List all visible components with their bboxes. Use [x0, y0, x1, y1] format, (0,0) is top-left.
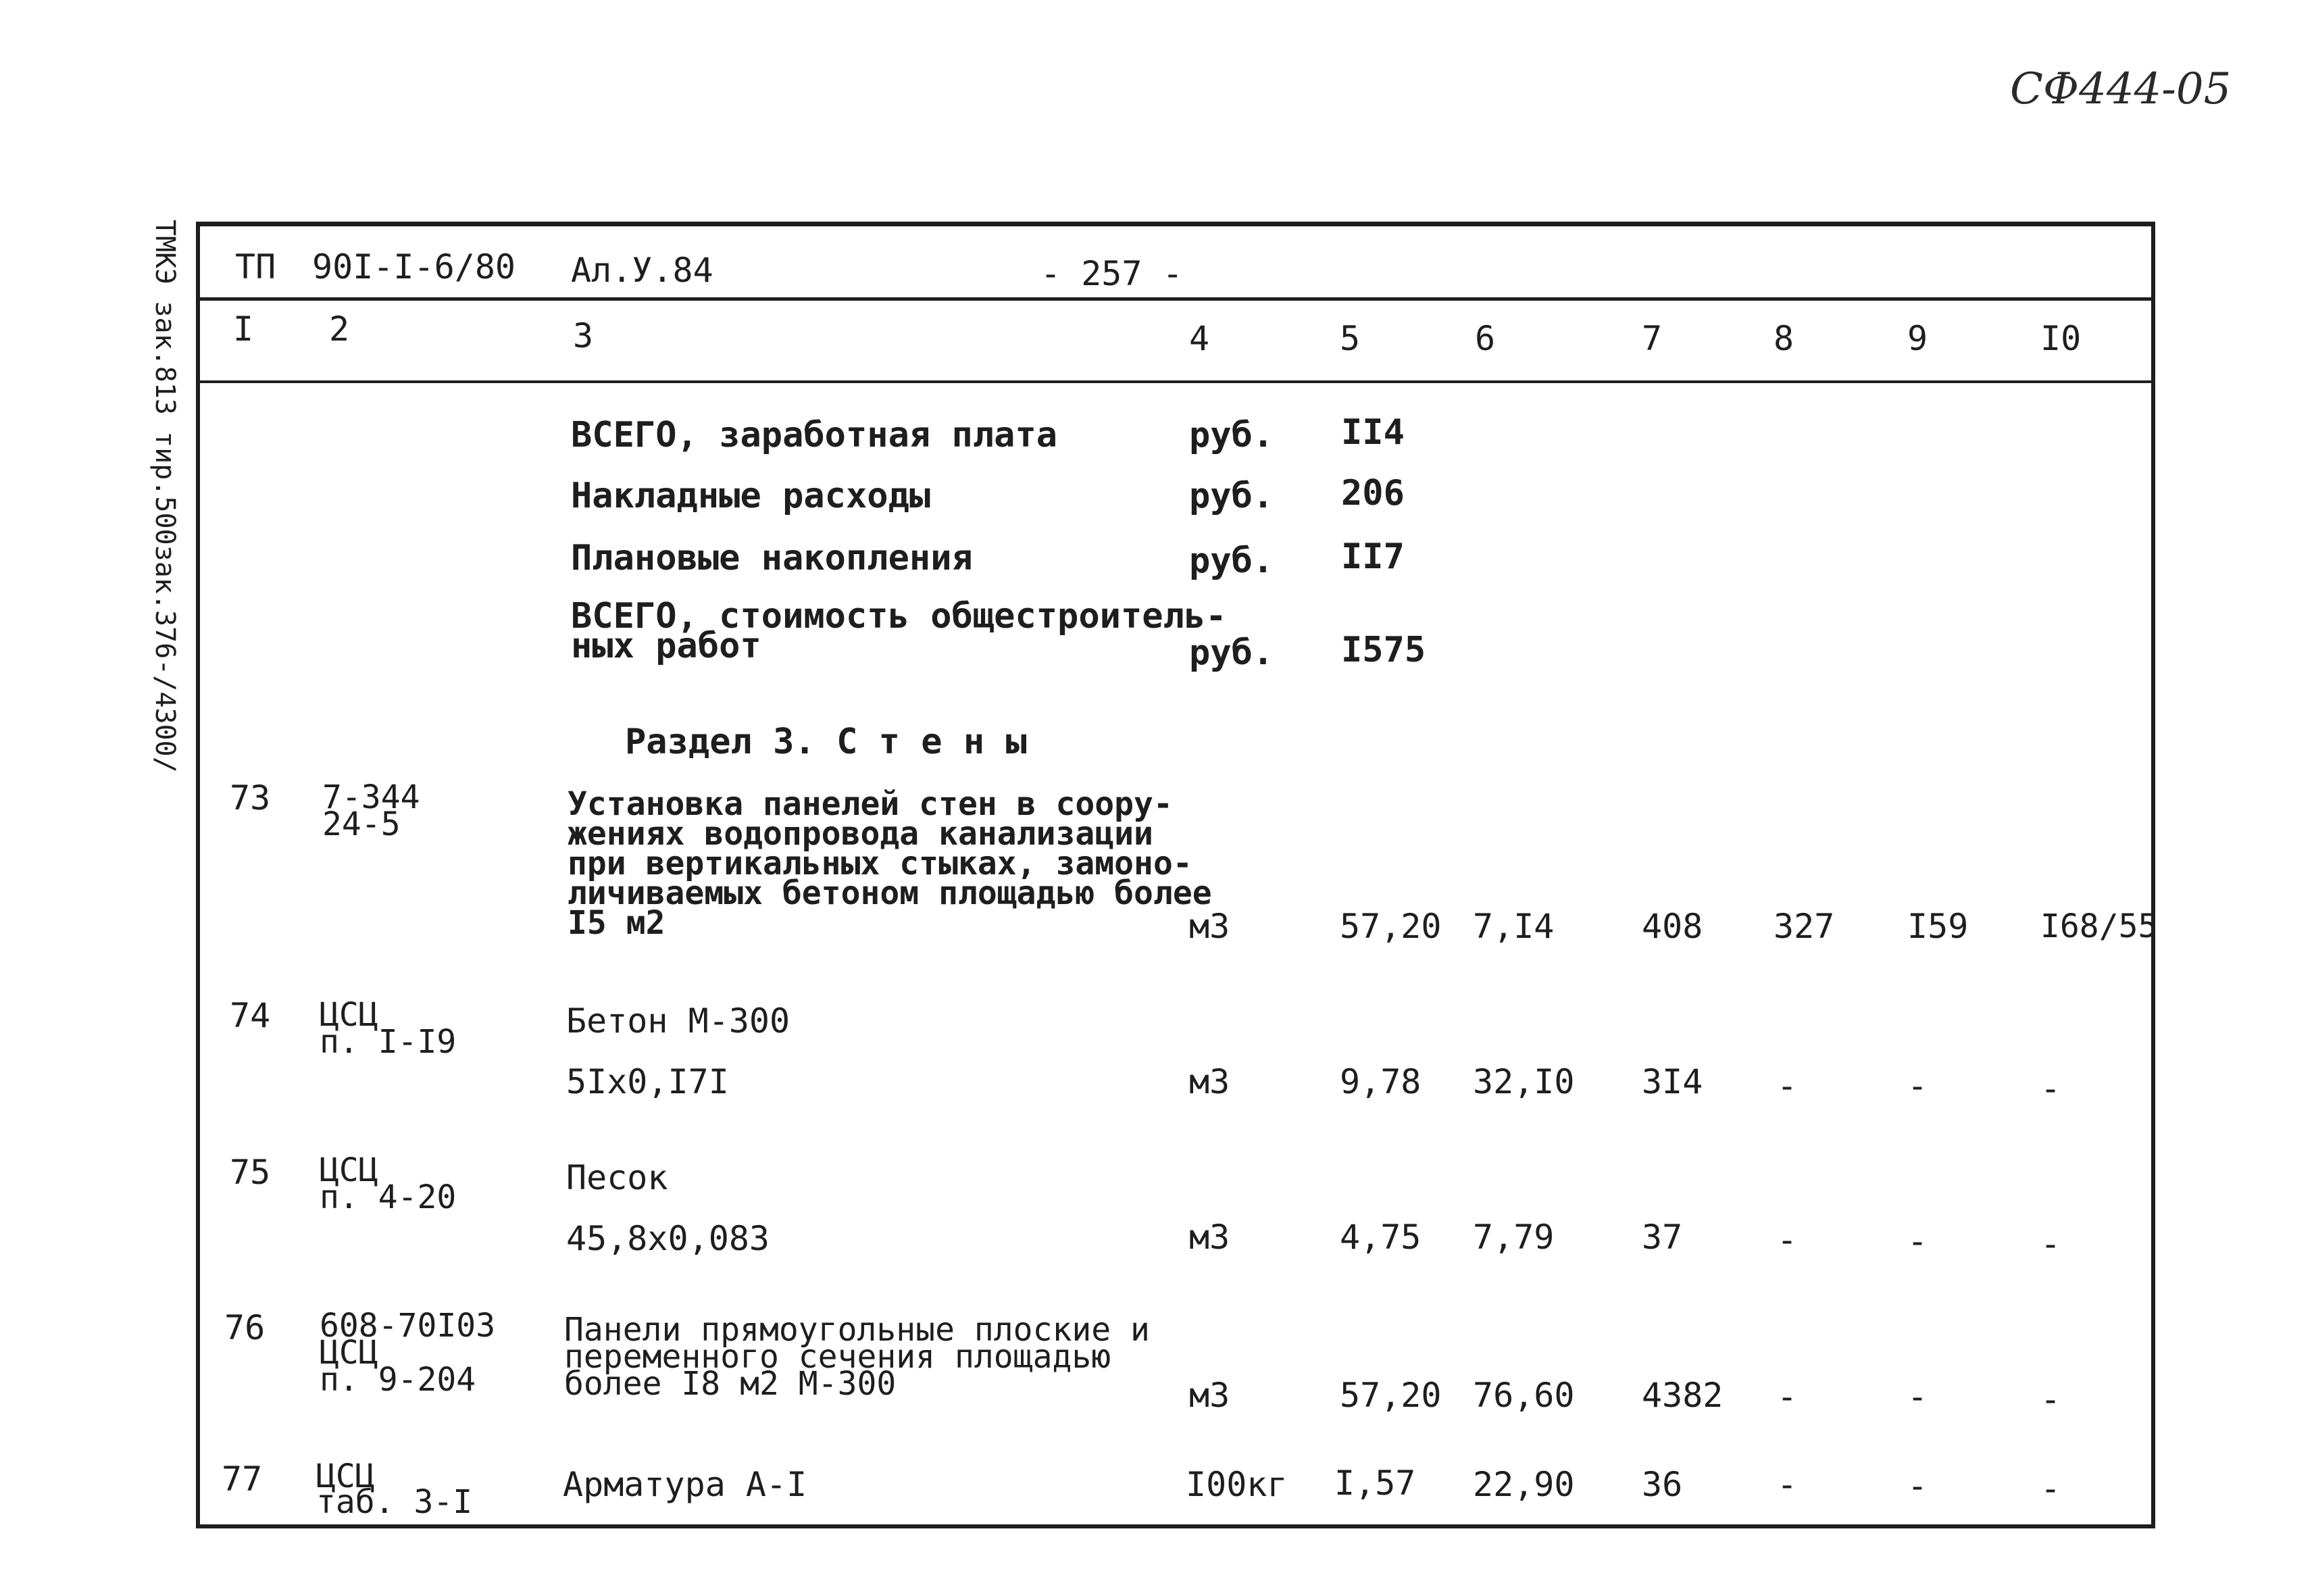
row-total: 3I4	[1642, 1062, 1703, 1101]
row-total: 37	[1642, 1218, 1683, 1257]
row-col8: -	[1777, 1066, 1798, 1105]
section-title: Раздел 3. С т е н ы	[625, 722, 1027, 762]
row-col10: -	[2040, 1069, 2061, 1108]
row-col9: -	[1907, 1222, 1928, 1261]
side-note	[145, 220, 180, 773]
row-price: 22,90	[1473, 1465, 1575, 1504]
summary-value: II4	[1341, 412, 1405, 453]
row-number: 77	[222, 1460, 263, 1499]
row-qty: 57,20	[1340, 1376, 1442, 1415]
row-col10: -	[2040, 1469, 2061, 1508]
row-qty: I,57	[1334, 1464, 1416, 1503]
row-number: 76	[224, 1308, 266, 1347]
col-number: 3	[573, 316, 594, 355]
row-col10: -	[2040, 1224, 2061, 1264]
summary-name: ВСЕГО, стоимость общестроитель- ных работ	[571, 596, 1227, 666]
header-divider	[200, 297, 2151, 301]
header-page-number: - 257 -	[1040, 254, 1183, 293]
row-col9: -	[1907, 1377, 1928, 1416]
col-number: 7	[1642, 319, 1663, 358]
summary-value: 206	[1341, 473, 1405, 514]
row-number: 75	[230, 1153, 271, 1192]
row-col8: -	[1777, 1465, 1798, 1504]
summary-unit: руб.	[1189, 541, 1274, 581]
row-price: 7,I4	[1473, 907, 1555, 946]
row-number: 74	[230, 996, 271, 1035]
row-qty: 57,20	[1340, 907, 1442, 946]
row-code: ЦСЦ п. 4-20	[320, 1151, 457, 1216]
row-col10: I68/55	[2040, 907, 2158, 945]
col-number: 5	[1340, 319, 1361, 358]
row-calc: 45,8х0,083	[566, 1219, 770, 1258]
row-name: Арматура А-I	[563, 1465, 807, 1504]
row-code: 608-70I03 ЦСЦ п. 9-204	[320, 1307, 496, 1399]
col-number: I	[233, 309, 254, 349]
row-price: 76,60	[1473, 1376, 1575, 1415]
summary-unit: руб.	[1189, 632, 1274, 673]
column-numbers-divider	[200, 380, 2151, 383]
summary-name: Плановые накопления	[571, 538, 973, 578]
row-unit: м3	[1189, 1376, 1230, 1415]
col-number: I0	[2040, 319, 2082, 358]
row-name: Панели прямоугольные плоские и переменного сечения площадью более I8 м2 М-300	[564, 1311, 1150, 1403]
summary-name: Накладные расходы	[571, 476, 931, 516]
row-col9: -	[1907, 1466, 1928, 1505]
row-qty: 4,75	[1340, 1218, 1422, 1257]
row-unit: м3	[1189, 1062, 1230, 1101]
row-col8: -	[1777, 1377, 1798, 1416]
summary-name: ВСЕГО, заработная плата	[571, 415, 1058, 455]
col-number: 4	[1189, 319, 1210, 358]
col-number: 6	[1475, 319, 1496, 358]
side-note-text: ТМКЭ зак.813 тир.500зак.376-/4300/	[149, 220, 180, 773]
header-album: Ал.У.84	[571, 251, 713, 290]
row-code: ЦСЦ таб. 3-I	[316, 1457, 473, 1521]
summary-unit: руб.	[1189, 415, 1274, 455]
row-col10: -	[2040, 1380, 2061, 1419]
summary-unit: руб.	[1189, 476, 1274, 516]
row-price: 32,I0	[1473, 1062, 1575, 1101]
row-total: 4382	[1642, 1376, 1724, 1415]
summary-value: I575	[1341, 630, 1426, 670]
row-code: 7-344 24-5	[322, 778, 420, 843]
row-qty: 9,78	[1340, 1062, 1422, 1101]
row-total: 408	[1642, 907, 1703, 946]
row-calc: 5Iх0,I7I	[566, 1062, 729, 1101]
row-name: Установка панелей стен в соору- жениях водопровода канализации при вертикальных стыках, замоно- личиваемых бетоном площадью более I5 м2	[568, 785, 1212, 942]
header-project: 90I-I-6/80	[312, 247, 516, 286]
corner-code: СФ444-05	[2010, 64, 2232, 114]
row-unit: м3	[1189, 1218, 1230, 1257]
row-code: ЦСЦ п. I-I9	[320, 996, 457, 1061]
row-unit: м3	[1189, 907, 1230, 946]
row-price: 7,79	[1473, 1218, 1555, 1257]
header-tp: ТП	[235, 247, 276, 286]
col-number: 9	[1907, 319, 1928, 358]
row-col9: I59	[1907, 907, 1969, 946]
col-number: 8	[1774, 319, 1794, 358]
row-col8: -	[1777, 1220, 1798, 1260]
row-name: Песок	[566, 1158, 668, 1197]
row-col8: 327	[1774, 907, 1835, 946]
col-number: 2	[329, 309, 350, 349]
row-unit: I00кг	[1186, 1465, 1288, 1504]
row-col9: -	[1907, 1066, 1928, 1105]
row-number: 73	[230, 778, 271, 818]
row-total: 36	[1642, 1465, 1683, 1504]
summary-value: II7	[1341, 537, 1405, 577]
row-name: Бетон М-300	[566, 1001, 790, 1041]
